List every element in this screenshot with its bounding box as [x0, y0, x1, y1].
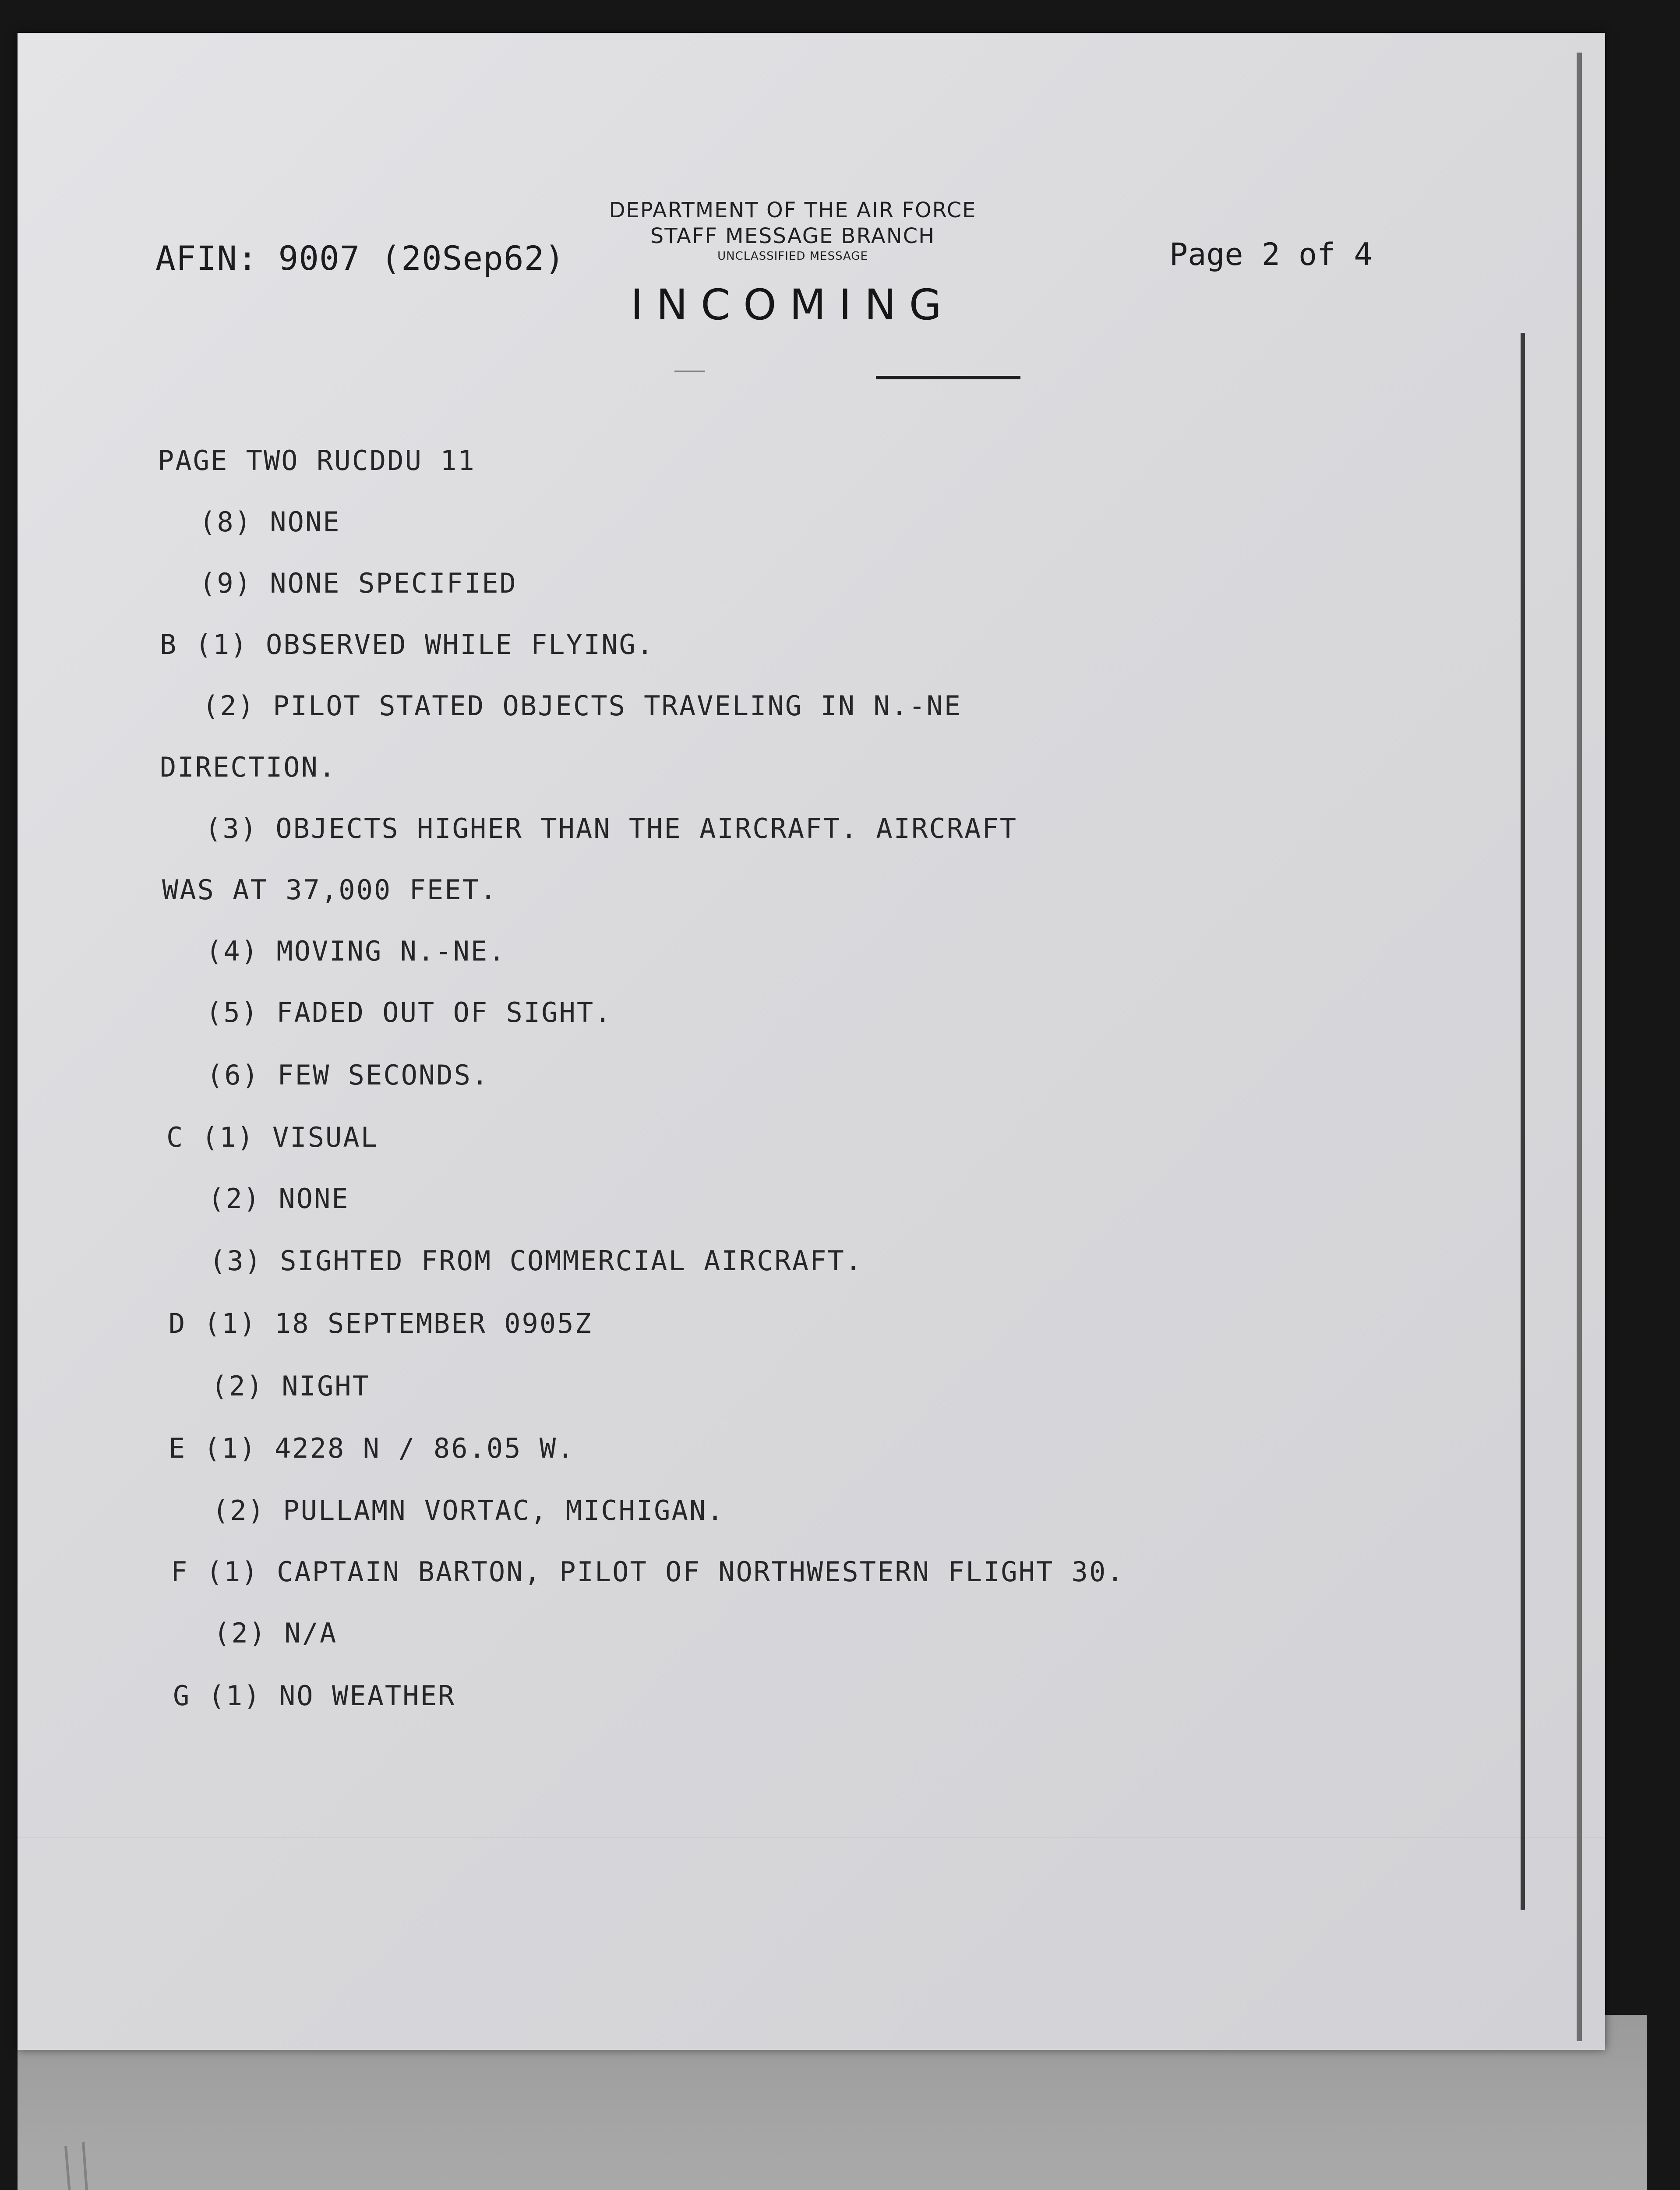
classification: UNCLASSIFIED MESSAGE [717, 250, 868, 263]
document-sheet [18, 33, 1605, 2050]
header-rule [876, 376, 1020, 379]
stamp-mark [674, 371, 705, 372]
sheet-fold [18, 1837, 1605, 1838]
department-name: DEPARTMENT OF THE AIR FORCE [609, 198, 977, 223]
afin-number: AFIN: 9007 (20Sep62) [155, 239, 565, 278]
message-line: (8) NONE [199, 506, 341, 538]
sheet-edge-shadow [1577, 53, 1582, 2041]
incoming-title: INCOMING [631, 280, 955, 329]
message-line: G (1) NO WEATHER [173, 1680, 456, 1712]
message-line: E (1) 4228 N / 86.05 W. [169, 1432, 575, 1464]
message-line: (2) N/A [214, 1617, 338, 1649]
message-line: (5) FADED OUT OF SIGHT. [206, 996, 612, 1028]
smudge-marks [57, 2137, 171, 2190]
message-line: (3) SIGHTED FROM COMMERCIAL AIRCRAFT. [209, 1245, 863, 1277]
message-line: B (1) OBSERVED WHILE FLYING. [160, 629, 655, 661]
sheet-edge-line [1521, 333, 1525, 1910]
message-line: (2) PILOT STATED OBJECTS TRAVELING IN N.-NE [202, 690, 962, 722]
message-line: C (1) VISUAL [166, 1121, 378, 1153]
message-line: F (1) CAPTAIN BARTON, PILOT OF NORTHWESTERN FLIGHT 30. [171, 1556, 1125, 1588]
message-line: (6) FEW SECONDS. [207, 1059, 490, 1091]
message-line: (2) NONE [208, 1183, 349, 1215]
message-line: PAGE TWO RUCDDU 11 [158, 445, 476, 477]
message-line: D (1) 18 SEPTEMBER 0905Z [169, 1307, 593, 1339]
message-line: (3) OBJECTS HIGHER THAN THE AIRCRAFT. AIRCRAFT [205, 812, 1018, 844]
message-line: (2) NIGHT [211, 1370, 370, 1402]
message-line: (2) PULLAMN VORTAC, MICHIGAN. [212, 1494, 725, 1526]
message-line: WAS AT 37,000 FEET. [162, 874, 498, 906]
department-header [591, 197, 994, 264]
message-line: (9) NONE SPECIFIED [199, 567, 517, 599]
message-line: DIRECTION. [160, 751, 337, 783]
message-line: (4) MOVING N.-NE. [206, 935, 506, 967]
page-number: Page 2 of 4 [1169, 237, 1373, 272]
branch-name: STAFF MESSAGE BRANCH [650, 224, 935, 248]
